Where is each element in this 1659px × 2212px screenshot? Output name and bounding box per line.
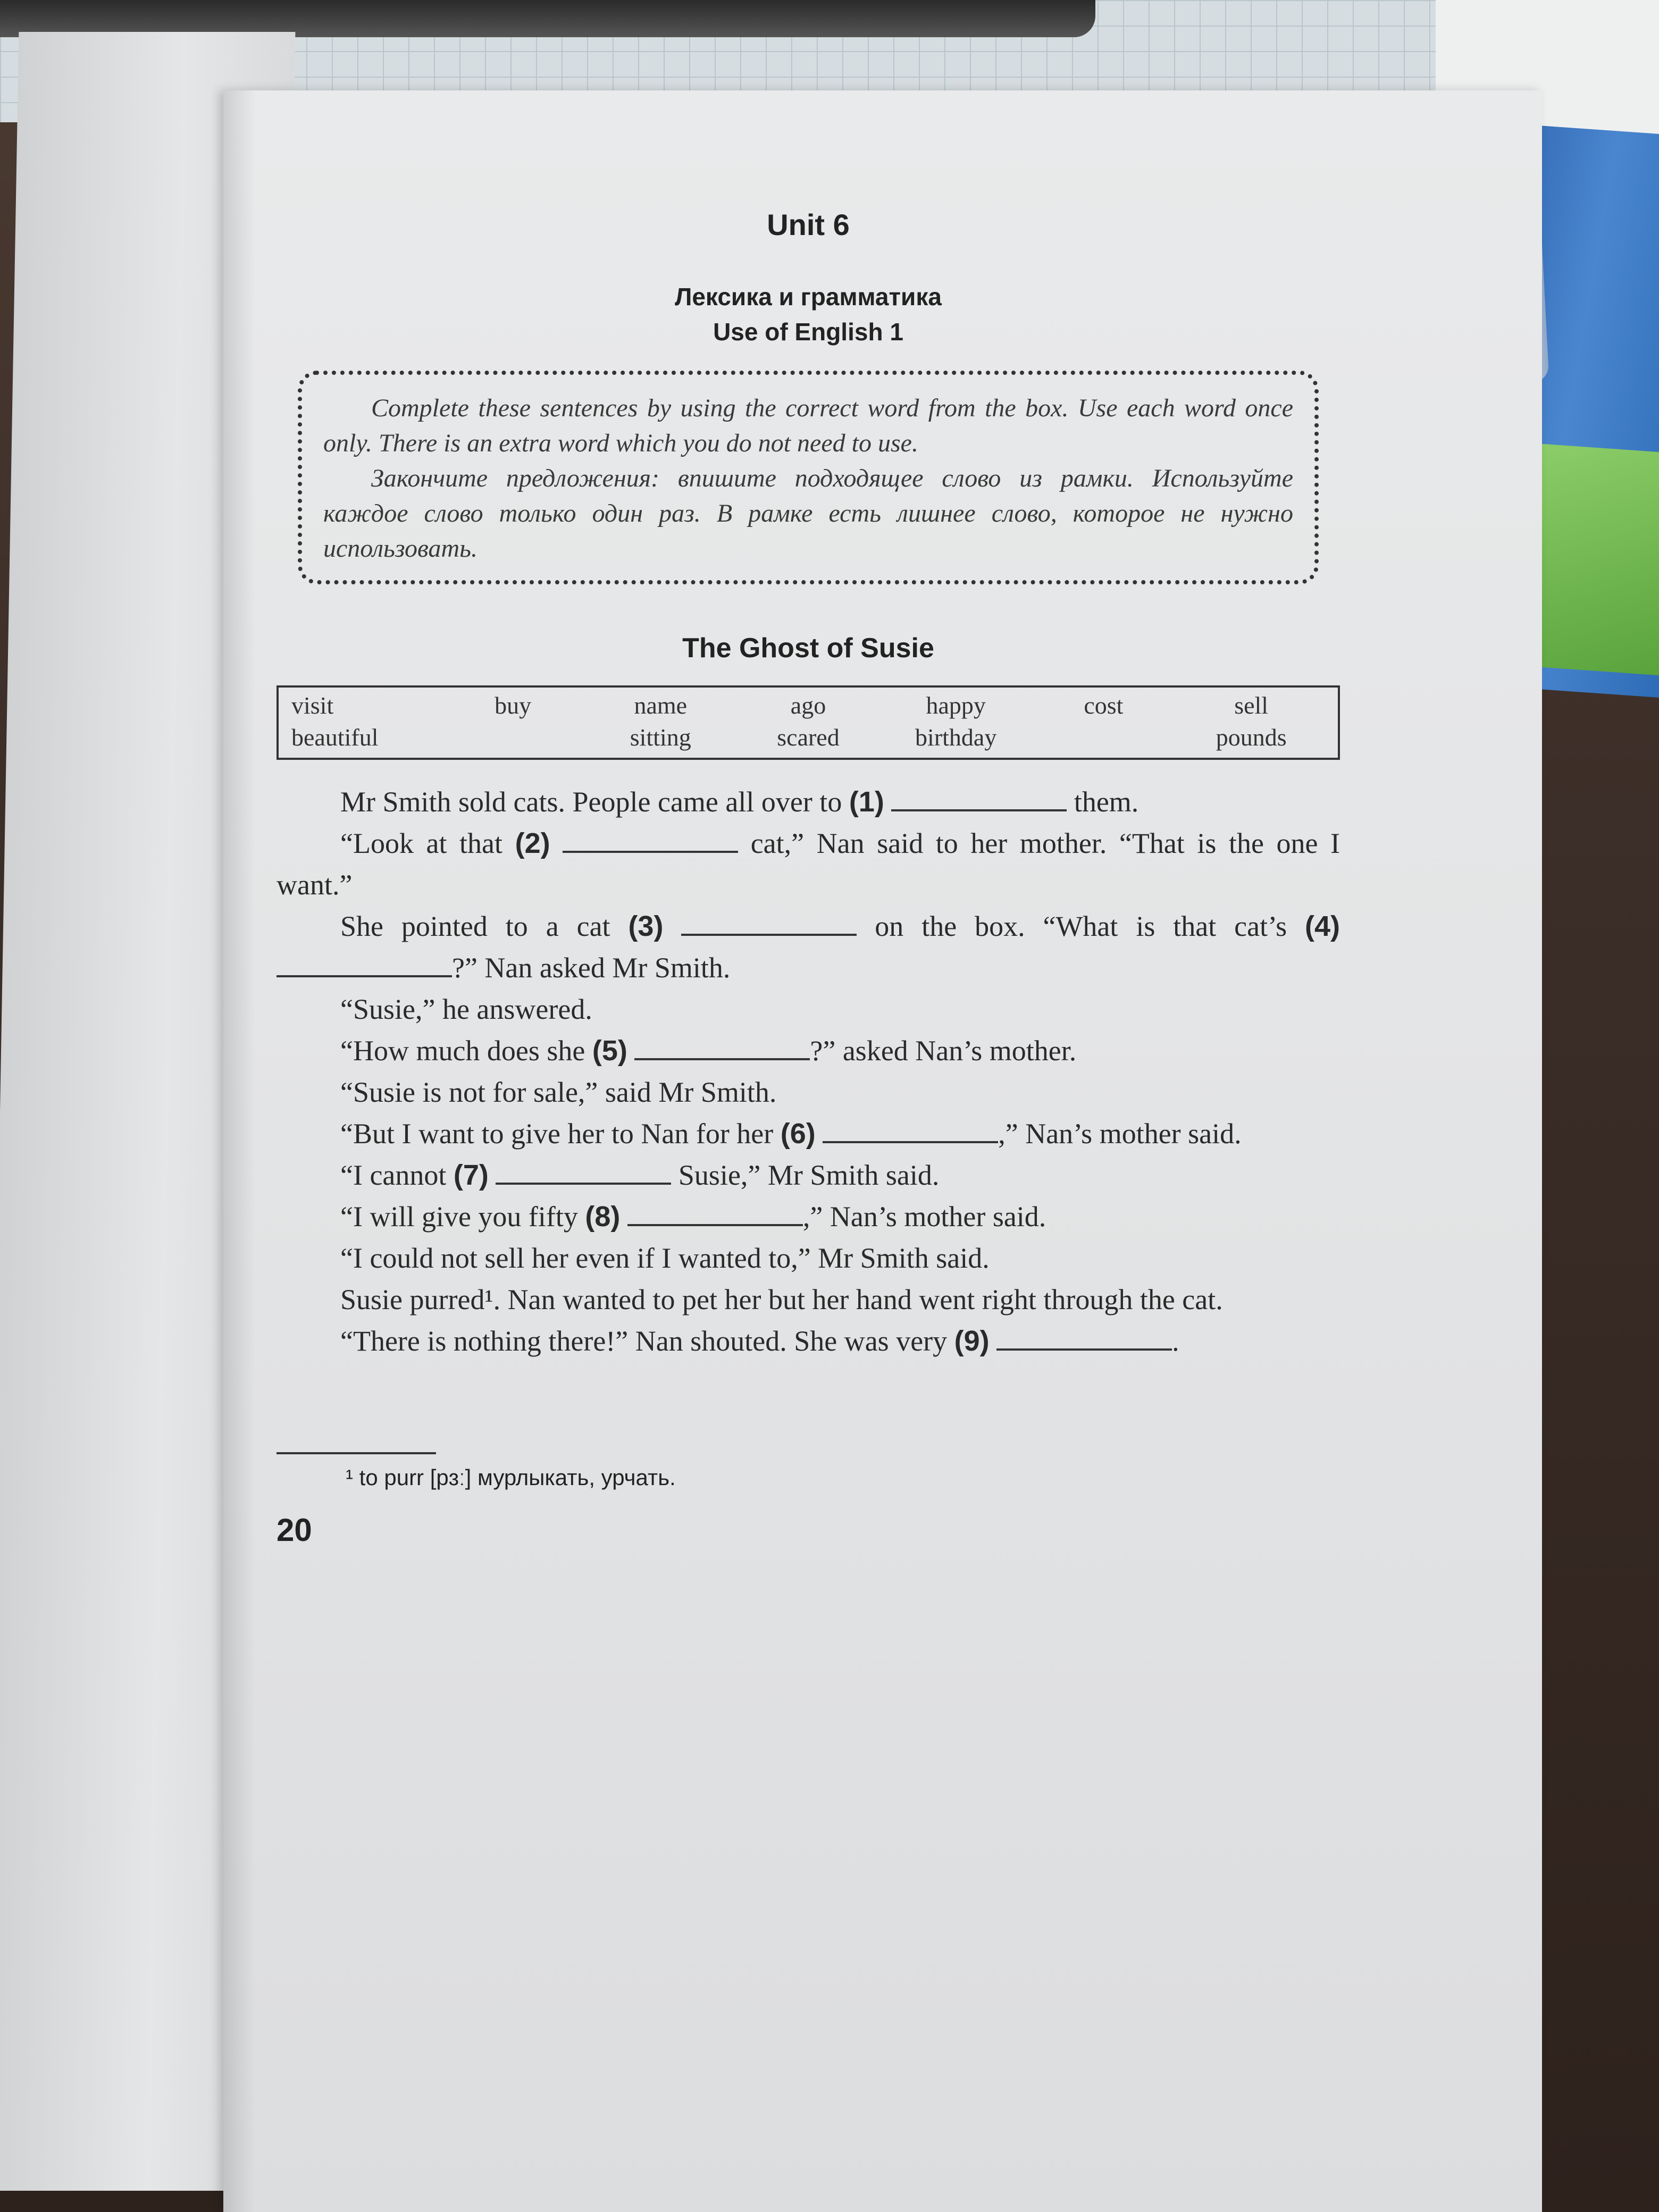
gap-number: (4) <box>1305 910 1340 942</box>
answer-blank[interactable] <box>996 1322 1172 1351</box>
answer-blank[interactable] <box>627 1197 803 1226</box>
word-box-item: happy <box>926 692 986 719</box>
word-box-item <box>439 723 587 752</box>
footnote-rule <box>276 1452 436 1454</box>
instruction-ru: Закончите предложения: впишите подходящее слово из рамки. Используйте каждое слово только один раз. В рамке есть лишнее слово, которое не нужно использовать. <box>323 464 1293 563</box>
word-box-item: visit <box>291 692 334 719</box>
word-box-item: name <box>634 692 688 719</box>
word-box-item: beautiful <box>291 724 379 751</box>
story-paragraph <box>276 1237 1340 1279</box>
text-segment: “Susie is not for sale,” said Mr Smith. <box>340 1076 777 1108</box>
text-segment: “But I want to give her to Nan for her <box>340 1118 781 1150</box>
word-box-item: sitting <box>630 724 691 751</box>
answer-blank[interactable] <box>634 1032 810 1060</box>
story-paragraph <box>276 906 1340 988</box>
workbook-page <box>223 90 1542 2212</box>
answer-blank[interactable] <box>681 907 857 936</box>
text-segment: Susie purred¹. Nan wanted to pet her but her hand went right through the cat. <box>340 1284 1223 1316</box>
instruction-box <box>298 371 1319 584</box>
text-segment: “How much does she <box>340 1035 592 1067</box>
answer-blank[interactable] <box>496 1156 671 1185</box>
word-box-item <box>1030 723 1178 752</box>
story-paragraph <box>276 1113 1340 1154</box>
story-paragraph <box>276 988 1340 1030</box>
unit-title: Unit 6 <box>767 208 850 241</box>
story-title: The Ghost of Susie <box>682 633 934 664</box>
section-title-ru: Лексика и грамматика <box>675 283 942 311</box>
word-box-item: scared <box>777 724 840 751</box>
gap-number: (9) <box>954 1325 990 1357</box>
story-paragraph <box>276 1279 1340 1320</box>
story-paragraph <box>276 1196 1340 1237</box>
instruction-en: Complete these sentences by using the correct word from the box. Use each word once only. There is an extra word which you do not need to use. <box>323 394 1293 457</box>
text-segment: ,” Nan’s mother said. <box>802 1201 1046 1233</box>
page-gutter-shadow <box>223 90 255 2212</box>
word-box-item: cost <box>1084 692 1124 719</box>
answer-blank[interactable] <box>276 949 452 977</box>
text-segment: “Susie,” he answered. <box>340 993 592 1025</box>
section-title-en: Use of English 1 <box>713 318 903 346</box>
gap-number: (3) <box>628 910 664 942</box>
text-segment: on the box. “What is that cat’s <box>857 910 1305 942</box>
word-box-item: pounds <box>1216 724 1287 751</box>
page-content <box>276 207 1340 1548</box>
gap-number: (2) <box>515 827 550 859</box>
word-box-item: birthday <box>915 724 997 751</box>
story-paragraph <box>276 1030 1340 1071</box>
gap-number: (7) <box>453 1159 489 1191</box>
word-box-item: buy <box>495 692 532 719</box>
text-segment: “I will give you fifty <box>340 1201 585 1233</box>
word-box-item: sell <box>1234 692 1269 719</box>
text-segment: cat,” Nan said to her mother. “That is the one I want.” <box>276 827 1340 901</box>
text-segment: ?” Nan asked Mr Smith. <box>452 952 731 984</box>
answer-blank[interactable] <box>823 1115 998 1143</box>
word-box <box>276 685 1340 760</box>
footnote: ¹ to purr [pɜː] мурлыкать, урчать. <box>346 1465 676 1490</box>
gap-number: (6) <box>780 1118 816 1150</box>
gap-number: (5) <box>592 1035 627 1067</box>
story-text <box>276 781 1340 1362</box>
text-segment: “Look at that <box>340 827 515 859</box>
text-segment: them. <box>1067 786 1139 818</box>
answer-blank[interactable] <box>891 783 1067 811</box>
text-segment: Susie,” Mr Smith said. <box>671 1159 940 1191</box>
answer-blank[interactable] <box>563 824 738 853</box>
gap-number: (1) <box>849 786 884 818</box>
story-paragraph <box>276 1320 1340 1362</box>
text-segment: “I could not sell her even if I wanted to,” Mr Smith said. <box>340 1242 990 1274</box>
story-paragraph <box>276 1071 1340 1113</box>
story-paragraph <box>276 1154 1340 1196</box>
text-segment: “There is nothing there!” Nan shouted. She was very <box>340 1325 954 1357</box>
text-segment: She pointed to a cat <box>340 910 629 942</box>
story-paragraph <box>276 781 1340 823</box>
text-segment: ?” asked Nan’s mother. <box>810 1035 1077 1067</box>
gap-number: (8) <box>585 1201 621 1233</box>
story-paragraph <box>276 823 1340 906</box>
text-segment: Mr Smith sold cats. People came all over to <box>340 786 849 818</box>
page-number: 20 <box>276 1512 312 1548</box>
text-segment: . <box>1172 1325 1179 1357</box>
word-box-item: ago <box>790 692 826 719</box>
text-segment: ,” Nan’s mother said. <box>998 1118 1242 1150</box>
text-segment: “I cannot <box>340 1159 454 1191</box>
